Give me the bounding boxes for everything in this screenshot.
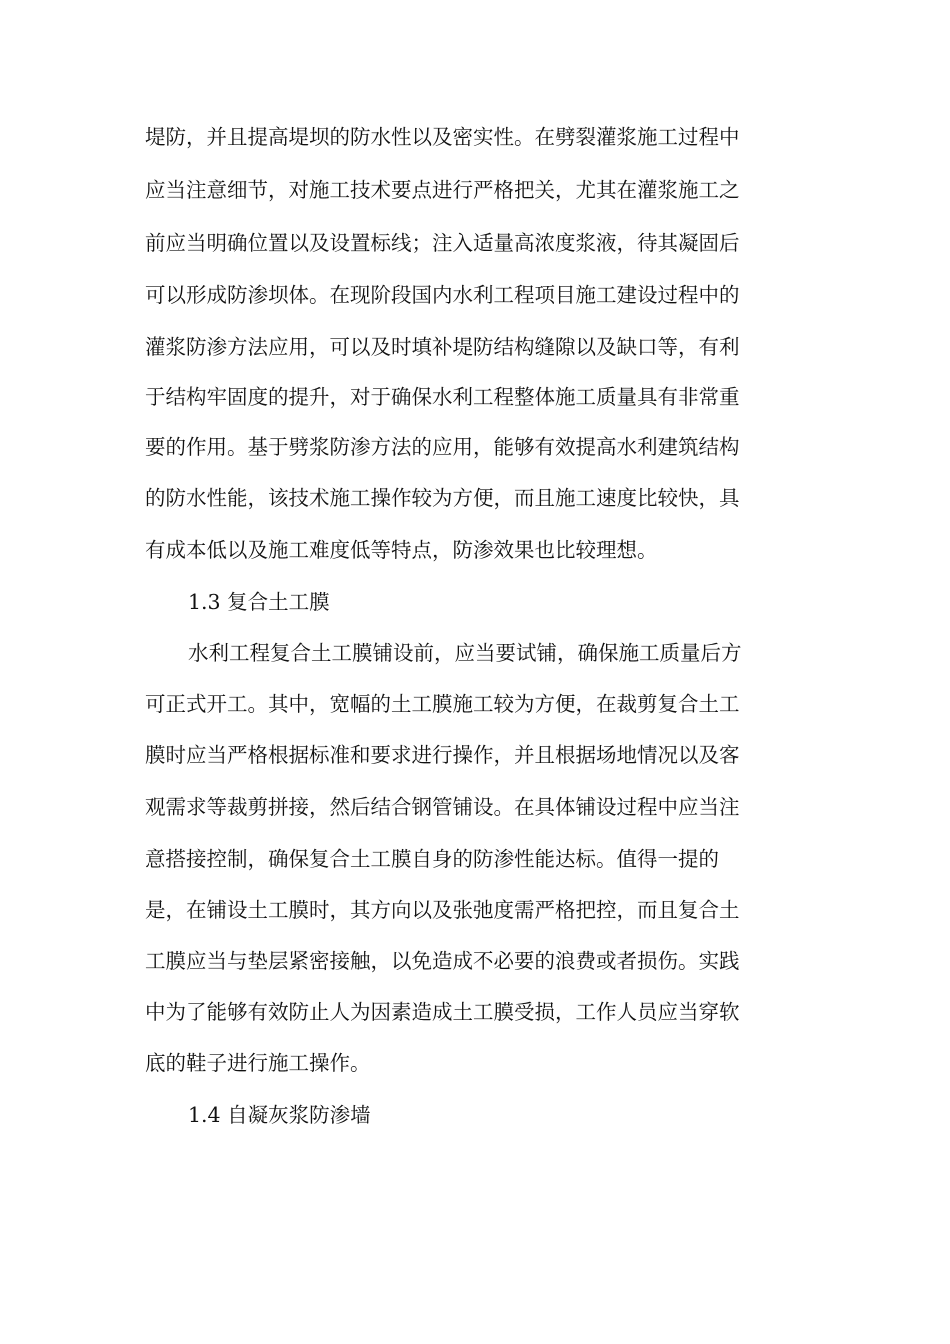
paragraph-2-line-6: 是，在铺设土工膜时，其方向以及张弛度需严格把控，而且复合土: [145, 898, 740, 922]
paragraph-2-line-1: 水利工程复合土工膜铺设前，应当要试铺，确保施工质量后方: [188, 641, 742, 665]
paragraph-1-line-5: 灌浆防渗方法应用，可以及时填补堤防结构缝隙以及缺口等，有利: [145, 335, 740, 359]
paragraph-2-line-2: 可正式开工。其中，宽幅的土工膜施工较为方便，在裁剪复合土工: [145, 692, 740, 716]
paragraph-1-line-9: 有成本低以及施工难度低等特点，防渗效果也比较理想。: [145, 538, 658, 562]
paragraph-1-line-6: 于结构牢固度的提升，对于确保水利工程整体施工质量具有非常重: [145, 385, 740, 409]
paragraph-2-line-8: 中为了能够有效防止人为因素造成土工膜受损，工作人员应当穿软: [145, 1000, 740, 1024]
section-heading-1-3: 1.3 复合土工膜: [188, 590, 330, 614]
paragraph-1-line-8: 的防水性能，该技术施工操作较为方便，而且施工速度比较快，具: [145, 486, 740, 510]
section-heading-1-4: 1.4 自凝灰浆防渗墙: [188, 1103, 371, 1127]
paragraph-2-line-5: 意搭接控制，确保复合土工膜自身的防渗性能达标。值得一提的: [145, 847, 719, 871]
paragraph-1-line-7: 要的作用。基于劈浆防渗方法的应用，能够有效提高水利建筑结构: [145, 435, 740, 459]
paragraph-2-line-3: 膜时应当严格根据标准和要求进行操作，并且根据场地情况以及客: [145, 743, 740, 767]
paragraph-2-line-7: 工膜应当与垫层紧密接触，以免造成不必要的浪费或者损伤。实践: [145, 949, 740, 973]
paragraph-2-line-4: 观需求等裁剪拼接，然后结合钢管铺设。在具体铺设过程中应当注: [145, 795, 740, 819]
paragraph-1-line-3: 前应当明确位置以及设置标线；注入适量高浓度浆液，待其凝固后: [145, 231, 740, 255]
paragraph-1-line-1: 堤防，并且提高堤坝的防水性以及密实性。在劈裂灌浆施工过程中: [145, 125, 740, 149]
paragraph-1-line-4: 可以形成防渗坝体。在现阶段国内水利工程项目施工建设过程中的: [145, 283, 740, 307]
paragraph-2-line-9: 底的鞋子进行施工操作。: [145, 1051, 371, 1075]
paragraph-1-line-2: 应当注意细节，对施工技术要点进行严格把关，尤其在灌浆施工之: [145, 178, 740, 202]
